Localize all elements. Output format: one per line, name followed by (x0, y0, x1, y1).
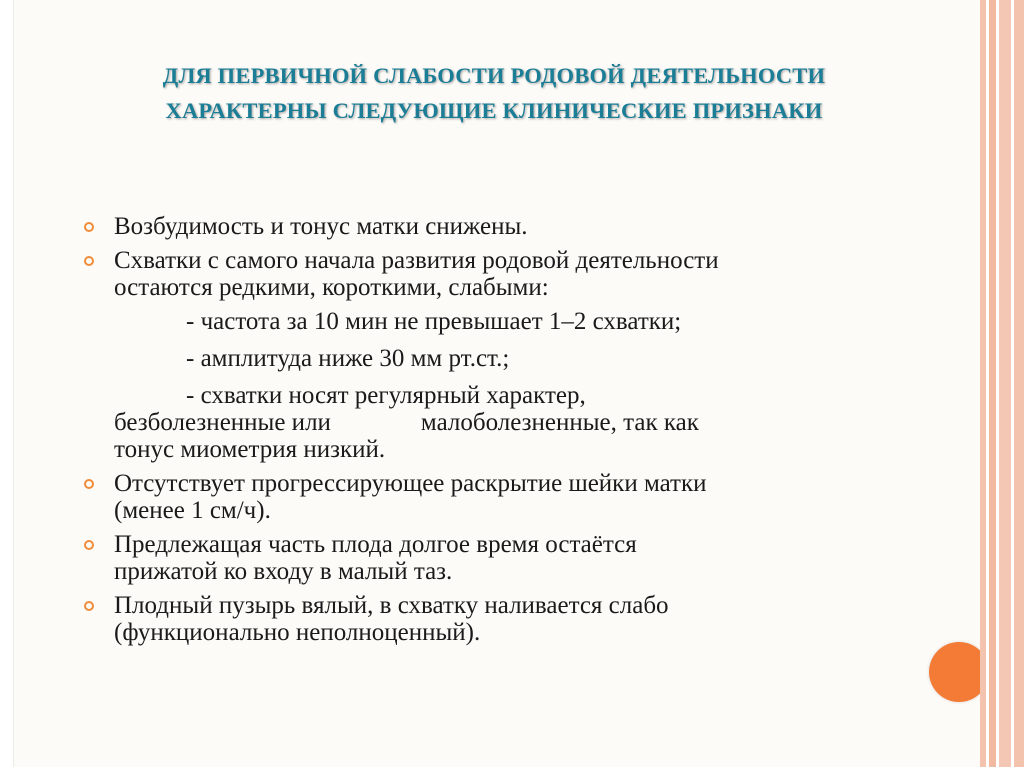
slide-title (74, 58, 914, 128)
title-line-2: ХАРАКТЕРНЫ СЛЕДУЮЩИЕ КЛИНИЧЕСКИЕ ПРИЗНАКИ (165, 98, 823, 123)
decorative-stripe (1014, 0, 1024, 767)
title-line-1: ДЛЯ ПЕРВИЧНОЙ СЛАБОСТИ РОДОВОЙ ДЕЯТЕЛЬНОСТИ (162, 63, 826, 88)
bullet-text: Отсутствует прогрессирующее раскрытие шейки матки (114, 470, 707, 497)
bullet-circle-icon (84, 601, 94, 611)
list-item (78, 470, 908, 524)
sub-item: - амплитуда ниже 30 мм рт.ст.; (186, 345, 510, 372)
decorative-stripe (989, 0, 996, 767)
bullet-text (114, 409, 908, 436)
bullet-text: Возбудимость и тонус матки снижены. (114, 213, 528, 240)
bullet-circle-icon (84, 540, 94, 550)
bullet-text: (функционально неполноценный). (114, 619, 481, 646)
list-item (78, 531, 908, 585)
bullet-text: Схватки с самого начала развития родовой деятельности (114, 247, 719, 274)
sub-item: - схватки носят регулярный характер, (186, 382, 586, 409)
sub-list (114, 308, 908, 409)
bullet-text: Плодный пузырь вялый, в схватку наливается слабо (114, 592, 669, 619)
sub-item-continuation: малоболезненные, так как (420, 409, 699, 436)
bullet-text: Предлежащая часть плода долгое время остаётся (114, 531, 637, 558)
list-item (78, 247, 908, 463)
sub-item: - частота за 10 мин не превышает 1–2 схватки; (186, 308, 682, 335)
bullet-text: прижатой ко входу в малый таз. (114, 558, 453, 585)
bullet-circle-icon (84, 256, 94, 266)
bullet-circle-icon (84, 479, 94, 489)
list-item (78, 592, 908, 646)
bullet-circle-icon (84, 222, 94, 232)
bullet-text: тонус миометрия низкий. (114, 436, 386, 463)
decorative-stripe (999, 0, 1011, 767)
slide (13, 0, 994, 767)
list-item (78, 213, 908, 240)
bullet-text: (менее 1 см/ч). (114, 497, 271, 524)
bullet-text: остаются редкими, короткими, слабыми: (114, 274, 549, 301)
sub-item-continuation: безболезненные или (114, 409, 331, 436)
bullet-list (78, 213, 908, 653)
